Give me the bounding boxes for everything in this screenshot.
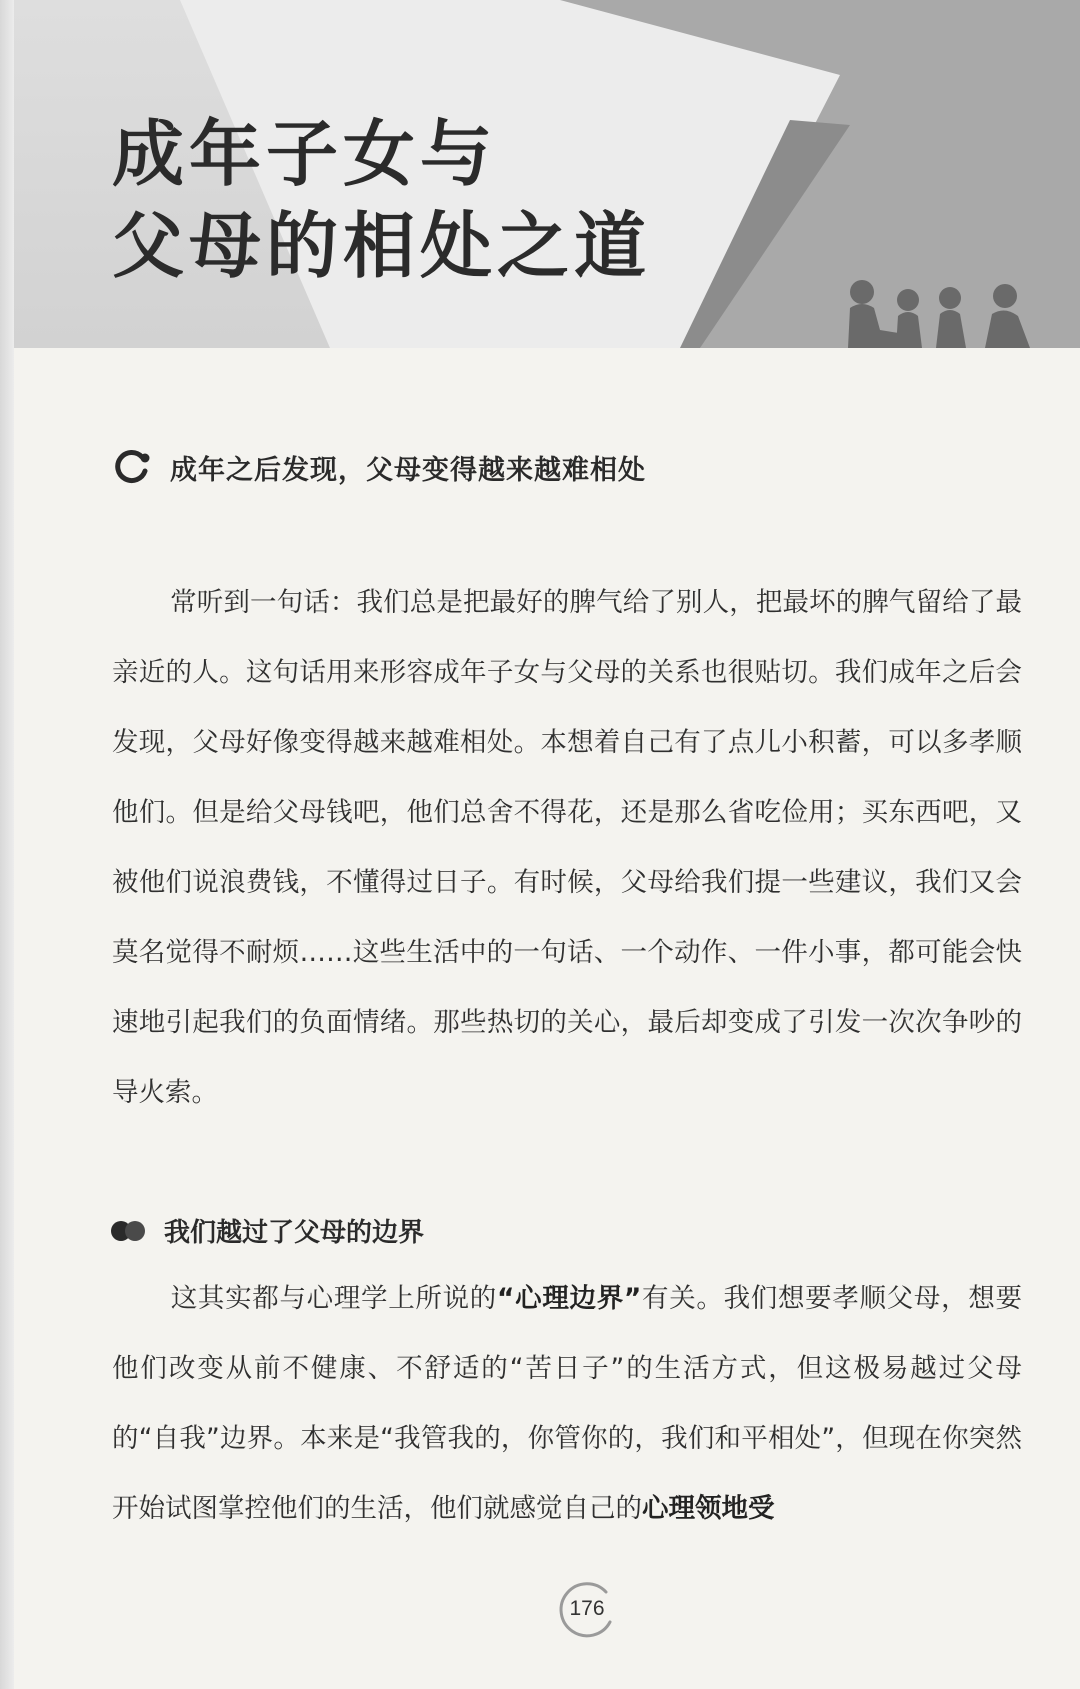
paragraph-2-text-b: 有关。我们想要孝顺父母，想要他们改变从前不健康、不舒适的“苦日子”的生活方式，但这极易越过父母的“自我”边界。本来是“我管我的，你管你的，我们和平相处”，但现在你突然开始试图掌控他们的生活，他们就感觉自己的 [112, 1283, 1023, 1524]
page-title-line-1: 成年子女与 [112, 111, 498, 196]
subsection-title: 我们越过了父母的边界 [164, 1218, 425, 1248]
term-psychological-territory: 心理领地受 [642, 1493, 775, 1524]
term-psychological-boundary: “心理边界” [497, 1283, 642, 1314]
section-title: 成年之后发现，父母变得越来越难相处 [170, 454, 646, 486]
page-number: 176 [569, 1597, 605, 1620]
double-dot-icon [110, 1220, 146, 1242]
header-band [0, 0, 1080, 348]
subsection-heading [110, 1212, 424, 1249]
page-binding-edge [0, 0, 14, 1689]
page-title-line-2: 父母的相处之道 [112, 203, 652, 288]
paragraph-1-text: 常听到一句话：我们总是把最好的脾气给了别人，把最坏的脾气留给了最亲近的人。这句话用来形容成年子女与父母的关系也很贴切。我们成年之后会发现，父母好像变得越来越难相处。本想着自己有了点儿小积蓄，可以多孝顺他们。但是给父母钱吧，他们总舍不得花，还是那么省吃俭用；买东西吧，又被他们说浪费钱，不懂得过日子。有时候，父母给我们提一些建议，我们又会莫名觉得不耐烦……这些生活中的一句话、一个动作、一件小事，都可能会快速地引起我们的负面情绪。那些热切的关心，最后却变成了引发一次次争吵的导火索。 [112, 587, 1022, 1108]
paragraph-2-text-a: 这其实都与心理学上所说的 [170, 1283, 498, 1314]
page-title [112, 108, 651, 292]
section-heading [112, 447, 646, 487]
paragraph-1 [112, 568, 1022, 1128]
open-circle-icon [112, 447, 152, 487]
paragraph-2 [112, 1264, 1022, 1544]
page-number-badge [556, 1578, 618, 1640]
